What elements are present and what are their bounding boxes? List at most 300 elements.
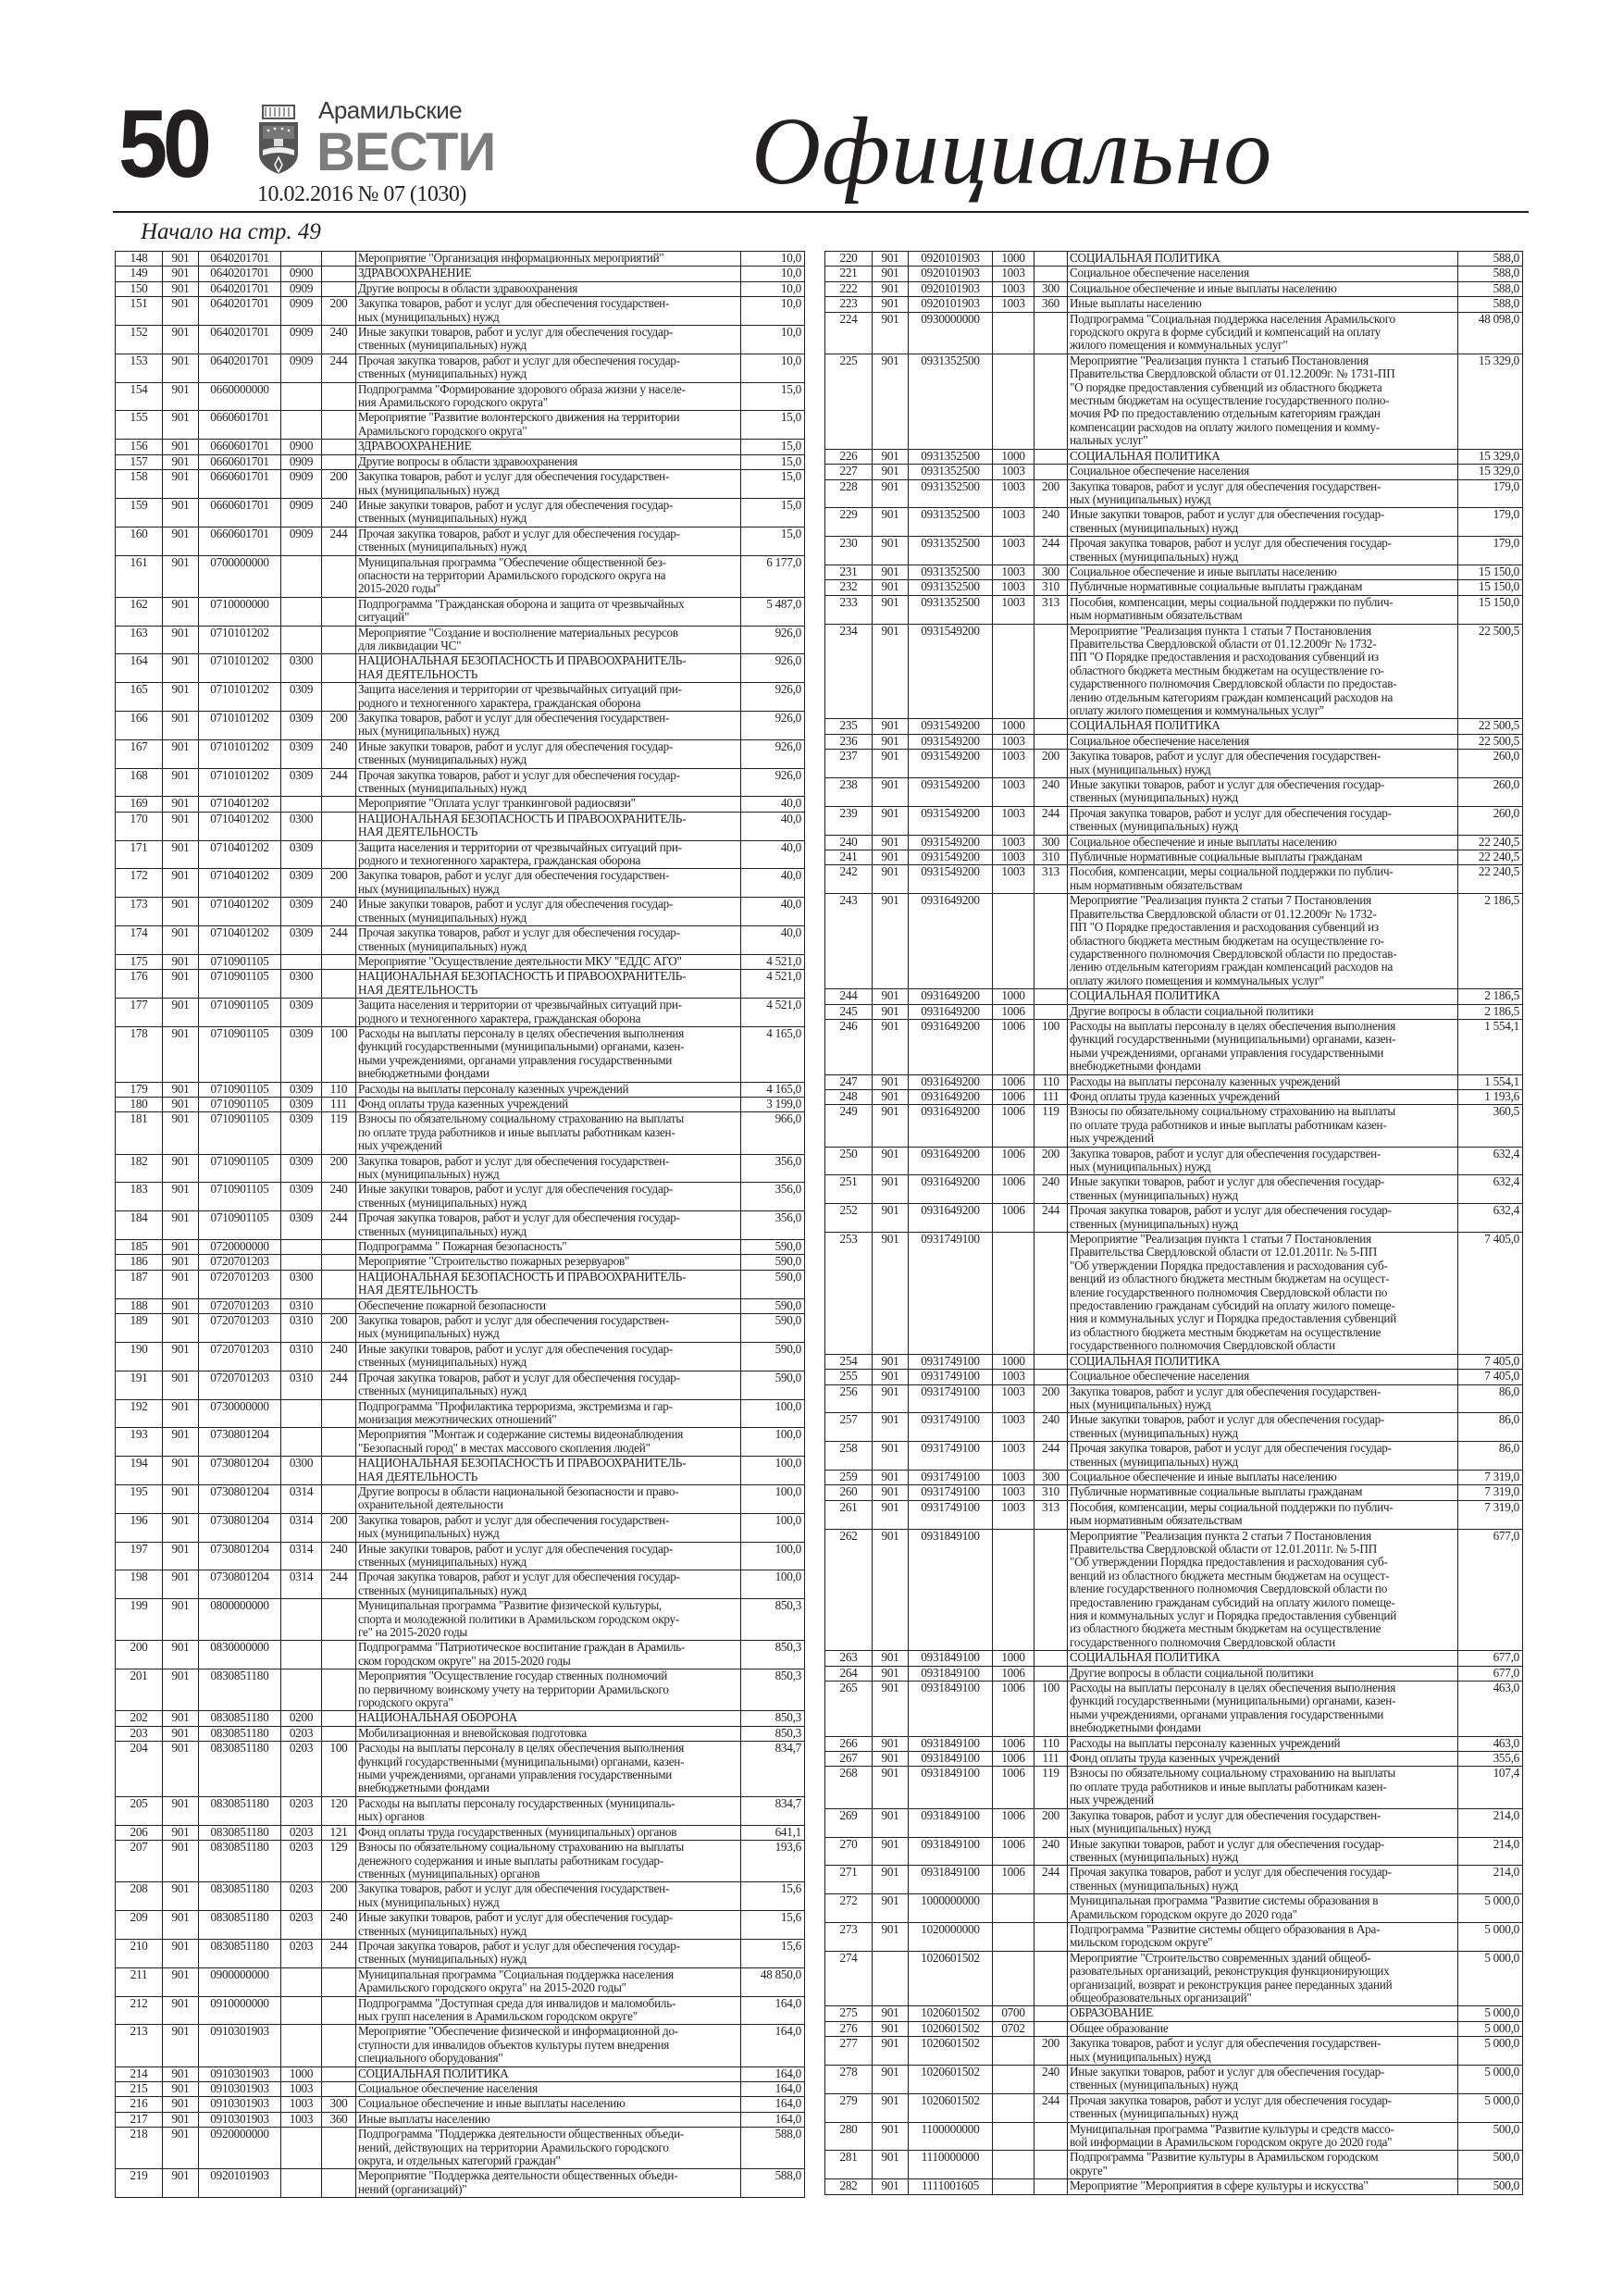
section-code: 0909 — [281, 326, 322, 354]
admin-code: 901 — [873, 1413, 909, 1442]
expense-type-code — [1035, 267, 1068, 281]
row-number: 251 — [825, 1175, 873, 1204]
expense-description: Прочая закупка товаров, работ и услуг для обеспечения государ- ственных (муниципальных) нужд — [1068, 1442, 1458, 1471]
section-code: 1006 — [993, 1837, 1035, 1866]
expense-type-code — [1035, 2122, 1068, 2151]
target-article-code: 0710401202 — [199, 898, 281, 926]
table-row — [825, 1384, 1523, 1413]
expense-type-code: 121 — [322, 1825, 356, 1840]
admin-code: 901 — [873, 2122, 909, 2151]
section-code: 0309 — [281, 898, 322, 926]
table-row — [116, 1255, 805, 1270]
expense-description: Социальное обеспечение и иные выплаты населению — [1068, 1470, 1458, 1484]
target-article-code: 0710401202 — [199, 797, 281, 812]
target-article-code: 0931549200 — [909, 719, 993, 734]
admin-code: 901 — [163, 1796, 199, 1825]
expense-type-code: 360 — [322, 2112, 356, 2127]
row-number: 195 — [116, 1484, 163, 1513]
amount: 590,0 — [741, 1371, 805, 1399]
admin-code: 901 — [163, 411, 199, 440]
admin-code: 901 — [873, 537, 909, 565]
table-row — [116, 1371, 805, 1399]
expense-description: Иные закупки товаров, работ и услуг для обеспечения государ- ственных (муниципальных) нужд — [356, 739, 741, 768]
admin-code: 901 — [163, 1082, 199, 1097]
amount: 193,6 — [741, 1841, 805, 1882]
section-code: 0300 — [281, 654, 322, 683]
admin-code: 901 — [163, 1542, 199, 1570]
expense-type-code — [322, 411, 356, 440]
admin-code: 901 — [163, 1211, 199, 1240]
expense-description: Иные закупки товаров, работ и услуг для обеспечения государ- ственных (муниципальных) нужд — [1068, 778, 1458, 807]
row-number: 218 — [116, 2128, 163, 2169]
target-article-code: 0710401202 — [199, 869, 281, 898]
admin-code: 901 — [873, 1233, 909, 1355]
section-code — [281, 2169, 322, 2198]
row-number: 223 — [825, 297, 873, 312]
admin-code: 901 — [163, 1513, 199, 1542]
admin-code: 901 — [873, 1004, 909, 1019]
section-code: 0314 — [281, 1513, 322, 1542]
target-article-code: 1020601502 — [909, 2093, 993, 2122]
amount: 15,0 — [741, 411, 805, 440]
table-row — [825, 1485, 1523, 1500]
table-row — [116, 454, 805, 469]
table-row — [825, 2021, 1523, 2036]
row-number: 181 — [116, 1112, 163, 1154]
table-row — [825, 508, 1523, 537]
admin-code: 901 — [163, 1314, 199, 1343]
section-code: 1003 — [281, 2082, 322, 2097]
amount: 15,0 — [741, 470, 805, 499]
expense-type-code — [1035, 2179, 1068, 2194]
table-row — [825, 565, 1523, 579]
expense-type-code — [1035, 1529, 1068, 1651]
header-divider — [113, 211, 1529, 213]
section-code: 1003 — [993, 865, 1035, 894]
expense-type-code — [322, 252, 356, 267]
expense-description: Иные закупки товаров, работ и услуг для обеспечения государ- ственных (муниципальных) нужд — [356, 326, 741, 354]
amount: 164,0 — [741, 2112, 805, 2127]
table-row — [825, 734, 1523, 749]
section-code: 0309 — [281, 739, 322, 768]
expense-type-code — [322, 267, 356, 281]
expense-description: Защита населения и территории от чрезвычайных ситуаций при- родного и техногенного характера, гражданская оборона — [356, 840, 741, 869]
row-number: 247 — [825, 1074, 873, 1089]
section-code: 0909 — [281, 454, 322, 469]
expense-type-code: 310 — [1035, 850, 1068, 865]
row-number: 183 — [116, 1183, 163, 1211]
expense-type-code — [1035, 1922, 1068, 1951]
expense-type-code — [1035, 1004, 1068, 1019]
expense-description: Взносы по обязательному социальному страхованию на выплаты денежного содержания и иные выплаты работникам государ- ственных (муниципальных) органов — [356, 1841, 741, 1882]
table-row — [116, 440, 805, 454]
section-code: 0702 — [993, 2021, 1035, 2036]
admin-code: 901 — [163, 1428, 199, 1457]
expense-description: Социальное обеспечение населения — [356, 2082, 741, 2097]
row-number: 201 — [116, 1669, 163, 1711]
row-number: 219 — [116, 2169, 163, 2198]
target-article-code: 0931549200 — [909, 865, 993, 894]
admin-code: 901 — [163, 1669, 199, 1711]
table-row — [116, 1939, 805, 1967]
table-row — [116, 2066, 805, 2081]
target-article-code: 0720701203 — [199, 1298, 281, 1313]
amount: 86,0 — [1458, 1384, 1523, 1413]
table-row — [116, 654, 805, 683]
table-row — [825, 1442, 1523, 1471]
amount: 260,0 — [1458, 806, 1523, 835]
expense-type-code: 129 — [322, 1841, 356, 1882]
expense-type-code — [322, 797, 356, 812]
amount: 590,0 — [741, 1314, 805, 1343]
expense-type-code: 240 — [1035, 2066, 1068, 2094]
target-article-code: 0710101202 — [199, 739, 281, 768]
section-code: 1006 — [993, 1752, 1035, 1767]
section-code: 1000 — [993, 449, 1035, 464]
expense-type-code — [322, 1641, 356, 1669]
expense-type-code: 200 — [1035, 1384, 1068, 1413]
section-code: 0309 — [281, 683, 322, 712]
table-row — [116, 597, 805, 626]
section-code: 0310 — [281, 1298, 322, 1313]
row-number: 159 — [116, 498, 163, 527]
section-code: 1006 — [993, 1105, 1035, 1147]
target-article-code: 0830851180 — [199, 1882, 281, 1911]
target-article-code: 0931849100 — [909, 1808, 993, 1837]
target-article-code: 1110000000 — [909, 2151, 993, 2179]
expense-type-code: 300 — [322, 2097, 356, 2112]
admin-code: 901 — [873, 2093, 909, 2122]
expense-description: Пособия, компенсации, меры социальной поддержки по публич- ным нормативным обязательствам — [1068, 865, 1458, 894]
row-number: 259 — [825, 1470, 873, 1484]
amount: 926,0 — [741, 654, 805, 683]
amount: 10,0 — [741, 354, 805, 382]
expense-type-code: 200 — [322, 1882, 356, 1911]
row-number: 163 — [116, 626, 163, 654]
expense-description: Закупка товаров, работ и услуг для обеспечения государствен- ных (муниципальных) нужд — [356, 470, 741, 499]
admin-code: 901 — [873, 479, 909, 508]
section-code: 0309 — [281, 712, 322, 740]
expense-description: Закупка товаров, работ и услуг для обеспечения государствен- ных (муниципальных) нужд — [1068, 1147, 1458, 1175]
amount: 677,0 — [1458, 1529, 1523, 1651]
section-code: 0900 — [281, 267, 322, 281]
amount: 356,0 — [741, 1183, 805, 1211]
section-code — [993, 1951, 1035, 2006]
section-code: 1003 — [993, 1500, 1035, 1529]
row-number: 233 — [825, 595, 873, 624]
coat-of-arms-logo-icon — [257, 104, 300, 178]
admin-code: 901 — [873, 2179, 909, 2194]
admin-code: 901 — [163, 1240, 199, 1255]
row-number: 249 — [825, 1105, 873, 1147]
row-number: 156 — [116, 440, 163, 454]
admin-code: 901 — [873, 894, 909, 989]
amount: 5 000,0 — [1458, 1951, 1523, 2006]
row-number: 180 — [116, 1097, 163, 1111]
amount: 22 500,5 — [1458, 734, 1523, 749]
table-row — [116, 527, 805, 555]
expense-description: Мероприятие "Реализация пункта 2 статьи 7 Постановления Правительства Свердловской области от 01.12.2009г № 1732- ПП "О Порядке предоставления и расходования субвенций из областного бюджета местным бюджетам на осуществление го- сударственного полномочия Свердловской области по предостав- лению отдельным категориям граждан компенсаций расходов на оплату жилого помещения и коммунальных услуг" — [1068, 894, 1458, 989]
target-article-code: 0931849100 — [909, 1666, 993, 1681]
expense-description: Социальное обеспечение и иные выплаты населению — [1068, 565, 1458, 579]
admin-code: 901 — [163, 2025, 199, 2066]
section-code: 1003 — [993, 850, 1035, 865]
target-article-code: 0830000000 — [199, 1641, 281, 1669]
table-row — [825, 267, 1523, 281]
amount: 834,7 — [741, 1742, 805, 1797]
amount: 15,0 — [741, 440, 805, 454]
row-number: 187 — [116, 1270, 163, 1298]
expense-type-code: 244 — [322, 527, 356, 555]
table-row — [116, 768, 805, 797]
table-row — [825, 312, 1523, 354]
admin-code: 901 — [873, 2151, 909, 2179]
expense-type-code — [322, 2066, 356, 2081]
expense-type-code: 244 — [1035, 1204, 1068, 1233]
admin-code: 901 — [163, 1711, 199, 1726]
row-number: 241 — [825, 850, 873, 865]
section-code: 0909 — [281, 498, 322, 527]
section-code: 1003 — [993, 580, 1035, 595]
admin-code: 901 — [873, 989, 909, 1004]
section-code: 0909 — [281, 354, 322, 382]
expense-type-code: 240 — [322, 1911, 356, 1940]
amount: 48 850,0 — [741, 1967, 805, 1996]
section-code — [993, 1894, 1035, 1923]
admin-code: 901 — [873, 1837, 909, 1866]
expense-description: Другие вопросы в области здравоохранения — [356, 281, 741, 296]
row-number: 254 — [825, 1354, 873, 1369]
amount: 850,3 — [741, 1641, 805, 1669]
amount: 100,0 — [741, 1428, 805, 1457]
target-article-code: 0931749100 — [909, 1370, 993, 1384]
table-row — [116, 840, 805, 869]
target-article-code: 0710901105 — [199, 1026, 281, 1082]
expense-type-code — [322, 1399, 356, 1428]
target-article-code: 0910301903 — [199, 2082, 281, 2097]
row-number: 252 — [825, 1204, 873, 1233]
amount: 5 000,0 — [1458, 2006, 1523, 2021]
amount: 355,6 — [1458, 1752, 1523, 1767]
amount: 15 329,0 — [1458, 354, 1523, 449]
table-row — [116, 954, 805, 969]
expense-type-code — [322, 812, 356, 840]
amount: 260,0 — [1458, 778, 1523, 807]
row-number: 232 — [825, 580, 873, 595]
expense-type-code: 100 — [322, 1742, 356, 1797]
admin-code: 901 — [873, 1922, 909, 1951]
table-row — [825, 1019, 1523, 1074]
expense-type-code — [322, 281, 356, 296]
admin-code: 901 — [873, 1666, 909, 1681]
expense-description: Социальное обеспечение населения — [1068, 465, 1458, 479]
table-row — [825, 1370, 1523, 1384]
section-code: 1006 — [993, 1004, 1035, 1019]
amount: 356,0 — [741, 1154, 805, 1183]
amount: 15 329,0 — [1458, 449, 1523, 464]
target-article-code: 0931649200 — [909, 989, 993, 1004]
brand-name-top: Арамильские — [318, 96, 463, 124]
amount: 107,4 — [1458, 1767, 1523, 1808]
target-article-code: 0931649200 — [909, 1105, 993, 1147]
amount: 4 521,0 — [741, 970, 805, 999]
admin-code: 901 — [163, 440, 199, 454]
row-number: 263 — [825, 1651, 873, 1666]
target-article-code: 0830851180 — [199, 1669, 281, 1711]
row-number: 169 — [116, 797, 163, 812]
section-code: 1003 — [993, 734, 1035, 749]
admin-code: 901 — [163, 1154, 199, 1183]
expense-description: СОЦИАЛЬНАЯ ПОЛИТИКА — [1068, 719, 1458, 734]
section-code: 1003 — [993, 537, 1035, 565]
target-article-code: 0931352500 — [909, 595, 993, 624]
table-row — [116, 1599, 805, 1641]
amount: 463,0 — [1458, 1736, 1523, 1751]
section-code — [993, 624, 1035, 719]
expense-type-code — [1035, 624, 1068, 719]
target-article-code: 0710901105 — [199, 970, 281, 999]
expense-description: Мероприятие "Организация информационных мероприятий" — [356, 252, 741, 267]
row-number: 240 — [825, 835, 873, 850]
expense-description: Подпрограмма "Социальная поддержка населения Арамильского городского округа в форме субсидий и компенсаций на оплату жилого помещения и коммунальных услуг" — [1068, 312, 1458, 354]
expense-description: Подпрограмма " Пожарная безопасность" — [356, 1240, 741, 1255]
admin-code: 901 — [163, 1270, 199, 1298]
section-code — [993, 2037, 1035, 2066]
admin-code: 901 — [163, 555, 199, 597]
table-row — [116, 1542, 805, 1570]
table-row — [825, 624, 1523, 719]
admin-code: 901 — [163, 739, 199, 768]
amount: 360,5 — [1458, 1105, 1523, 1147]
admin-code: 901 — [163, 1742, 199, 1797]
section-code: 1003 — [993, 1442, 1035, 1471]
table-row — [825, 2093, 1523, 2122]
target-article-code: 0931849100 — [909, 1866, 993, 1894]
admin-code: 901 — [163, 2112, 199, 2127]
amount: 590,0 — [741, 1255, 805, 1270]
target-article-code: 0931749100 — [909, 1413, 993, 1442]
amount: 4 521,0 — [741, 954, 805, 969]
target-article-code: 0931352500 — [909, 508, 993, 537]
row-number: 170 — [116, 812, 163, 840]
expense-description: Фонд оплаты труда казенных учреждений — [356, 1097, 741, 1111]
expense-description: Иные закупки товаров, работ и услуг для обеспечения государ- ственных (муниципальных) нужд — [1068, 1837, 1458, 1866]
expense-description: Подпрограмма "Развитие культуры в Арамильском городском округе" — [1068, 2151, 1458, 2179]
row-number: 264 — [825, 1666, 873, 1681]
section-code: 1003 — [993, 267, 1035, 281]
target-article-code: 1100000000 — [909, 2122, 993, 2151]
admin-code: 901 — [163, 1911, 199, 1940]
row-number: 174 — [116, 926, 163, 955]
section-code — [281, 1967, 322, 1996]
expense-type-code: 240 — [1035, 508, 1068, 537]
target-article-code: 0931649200 — [909, 1074, 993, 1089]
amount: 15,0 — [741, 498, 805, 527]
table-row — [116, 1996, 805, 2025]
admin-code: 901 — [163, 382, 199, 411]
amount: 632,4 — [1458, 1204, 1523, 1233]
admin-code: 901 — [163, 2128, 199, 2169]
target-article-code: 0931849100 — [909, 1837, 993, 1866]
row-number: 148 — [116, 252, 163, 267]
section-code: 1003 — [993, 1470, 1035, 1484]
row-number: 206 — [116, 1825, 163, 1840]
section-code — [281, 1255, 322, 1270]
section-code — [281, 411, 322, 440]
expense-description: Закупка товаров, работ и услуг для обеспечения государствен- ных (муниципальных) нужд — [356, 869, 741, 898]
admin-code: 901 — [873, 1529, 909, 1651]
table-row — [116, 1399, 805, 1428]
amount: 590,0 — [741, 1342, 805, 1371]
admin-code: 901 — [163, 954, 199, 969]
row-number: 253 — [825, 1233, 873, 1355]
expense-description: Иные закупки товаров, работ и услуг для обеспечения государ- ственных (муниципальных) нужд — [356, 1183, 741, 1211]
target-article-code: 0660601701 — [199, 470, 281, 499]
admin-code: 901 — [873, 850, 909, 865]
admin-code: 901 — [163, 1599, 199, 1641]
admin-code: 901 — [163, 1457, 199, 1485]
expense-type-code — [322, 2082, 356, 2097]
expense-description: Социальное обеспечение и иные выплаты населению — [1068, 281, 1458, 296]
target-article-code: 0720701203 — [199, 1314, 281, 1343]
section-code: 1006 — [993, 1089, 1035, 1104]
amount: 100,0 — [741, 1399, 805, 1428]
table-row — [825, 1500, 1523, 1529]
expense-description: Прочая закупка товаров, работ и услуг для обеспечения государ- ственных (муниципальных) нужд — [356, 768, 741, 797]
section-code — [993, 1529, 1035, 1651]
issue-date-number: 10.02.2016 № 07 (1030) — [257, 182, 466, 206]
row-number: 250 — [825, 1147, 873, 1175]
target-article-code: 0920101903 — [199, 2169, 281, 2198]
amount: 850,3 — [741, 1711, 805, 1726]
expense-description: Муниципальная программа "Развитие физической культуры, спорта и молодежной политики в Арамильском городском окру- ге" на 2015-2020 годы — [356, 1599, 741, 1641]
admin-code: 901 — [163, 1097, 199, 1111]
expense-type-code — [1035, 1666, 1068, 1681]
admin-code: 901 — [873, 465, 909, 479]
expense-type-code — [1035, 1894, 1068, 1923]
section-code: 1003 — [993, 1370, 1035, 1384]
row-number: 217 — [116, 2112, 163, 2127]
amount: 7 405,0 — [1458, 1233, 1523, 1355]
expense-description: Прочая закупка товаров, работ и услуг для обеспечения государ- ственных (муниципальных) нужд — [356, 527, 741, 555]
section-code — [281, 382, 322, 411]
table-row — [116, 252, 805, 267]
expense-description: Прочая закупка товаров, работ и услуг для обеспечения государ- ственных (муниципальных) нужд — [356, 1570, 741, 1599]
expense-type-code: 240 — [322, 1342, 356, 1371]
table-row — [825, 806, 1523, 835]
expense-description: Прочая закупка товаров, работ и услуг для обеспечения государ- ственных (муниципальных) нужд — [356, 1939, 741, 1967]
expense-type-code — [1035, 465, 1068, 479]
expense-type-code — [322, 626, 356, 654]
table-row — [116, 869, 805, 898]
table-row — [116, 1967, 805, 1996]
expense-type-code: 300 — [1035, 1470, 1068, 1484]
expense-description: Публичные нормативные социальные выплаты гражданам — [1068, 580, 1458, 595]
target-article-code: 0931549200 — [909, 835, 993, 850]
amount: 356,0 — [741, 1211, 805, 1240]
expense-description: Подпрограмма "Развитие системы общего образования в Ара- мильском городском округе" — [1068, 1922, 1458, 1951]
table-row — [116, 739, 805, 768]
row-number: 237 — [825, 750, 873, 778]
row-number: 268 — [825, 1767, 873, 1808]
amount: 164,0 — [741, 2025, 805, 2066]
table-row — [825, 1413, 1523, 1442]
table-row — [116, 2128, 805, 2169]
admin-code: 901 — [163, 712, 199, 740]
admin-code: 901 — [873, 1767, 909, 1808]
admin-code — [873, 1951, 909, 2006]
section-code — [993, 354, 1035, 449]
